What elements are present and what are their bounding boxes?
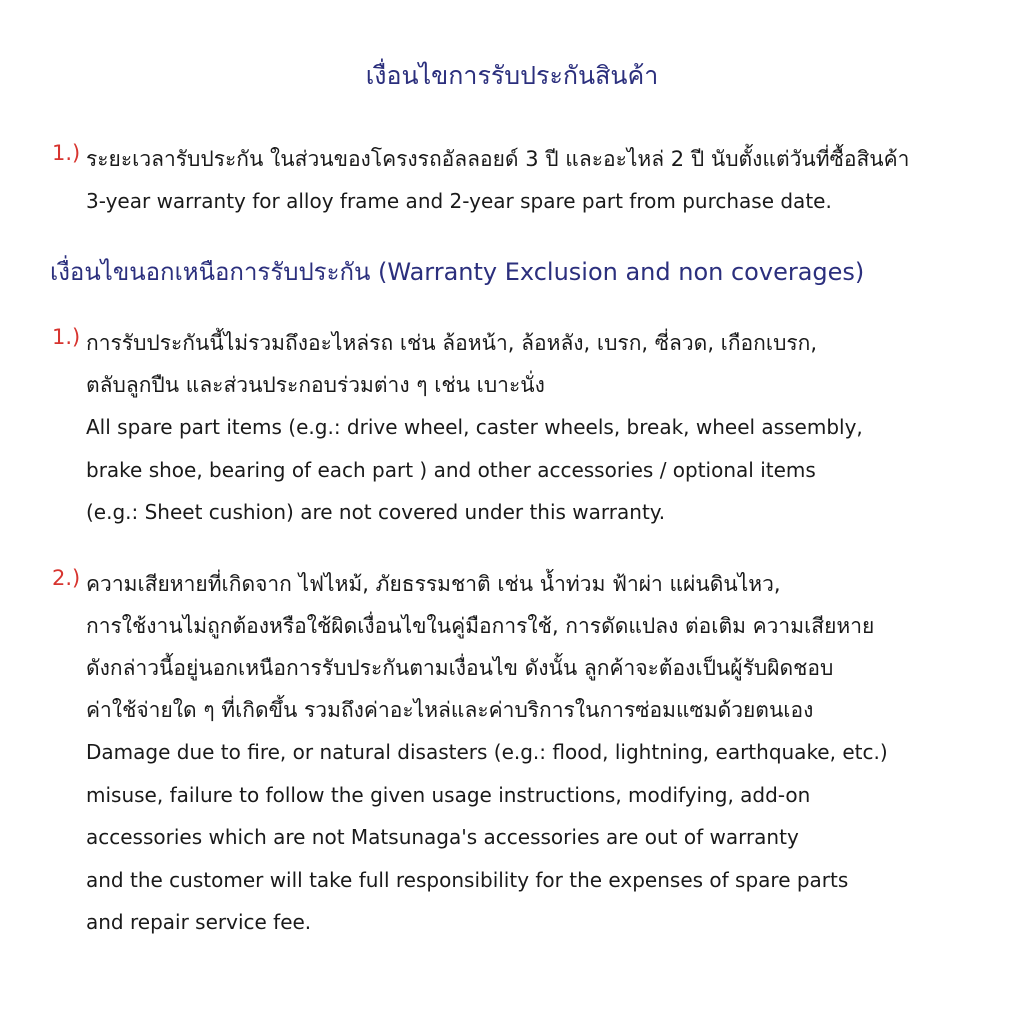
english-line: and the customer will take full responsibility for the expenses of spare parts [86,867,849,892]
thai-line: การรับประกันนี้ไม่รวมถึงอะไหล่รถ เช่น ล้อหน้า, ล้อหลัง, เบรก, ซี่ลวด, เกือกเบรก, [86,331,818,355]
english-line: and repair service fee. [86,910,312,934]
exclusion-item-1 [52,322,992,534]
item-number: 1.) [52,141,81,165]
english-line: Damage due to fire, or natural disasters (e.g.: flood, lightning, earthquake, etc.) [86,740,888,764]
thai-line: ดังกล่าวนี้อยู่นอกเหนือการรับประกันตามเงื่อนไข ดังนั้น ลูกค้าจะต้องเป็นผู้รับผิดชอบ [86,656,834,680]
item-lines [86,563,992,944]
thai-line: การใช้งานไม่ถูกต้องหรือใช้ผิดเงื่อนไขในคู่มือการใช้, การดัดแปลง ต่อเติม ความเสียหาย [86,614,875,638]
item-number: 2.) [52,566,81,590]
english-line: All spare part items (e.g.: drive wheel, caster wheels, break, wheel assembly, [86,415,863,439]
page-title: เงื่อนไขการรับประกันสินค้า [365,61,659,90]
thai-line: ตลับลูกปืน และส่วนประกอบร่วมต่าง ๆ เช่น เบาะนั่ง [86,373,545,397]
english-line: (e.g.: Sheet cushion) are not covered under this warranty. [86,500,666,524]
exclusion-item-2 [52,563,992,944]
item-lines [86,322,992,534]
thai-line: ค่าใช้จ่ายใด ๆ ที่เกิดขึ้น รวมถึงค่าอะไหล่และค่าบริการในการซ่อมแซมด้วยตนเอง [86,698,814,722]
english-line: brake shoe, bearing of each part ) and other accessories / optional items [86,457,816,482]
warranty-item-1 [52,138,992,222]
thai-line: ระยะเวลารับประกัน ในส่วนของโครงรถอัลลอยด์ 3 ปี และอะไหล่ 2 ปี นับตั้งแต่วันที่ซื้อสินค้า [86,147,910,171]
item-lines [86,138,992,222]
item-number: 1.) [52,325,81,349]
exclusion-heading: เงื่อนไขนอกเหนือการรับประกัน (Warranty Exclusion and non coverages) [50,258,865,286]
english-line: 3-year warranty for alloy frame and 2-year spare part from purchase date. [86,189,832,213]
english-line: accessories which are not Matsunaga's accessories are out of warranty [86,825,799,849]
thai-line: ความเสียหายที่เกิดจาก ไฟไหม้, ภัยธรรมชาติ เช่น น้ำท่วม ฟ้าผ่า แผ่นดินไหว, [86,572,781,596]
english-line: misuse, failure to follow the given usage instructions, modifying, add-on [86,782,811,807]
